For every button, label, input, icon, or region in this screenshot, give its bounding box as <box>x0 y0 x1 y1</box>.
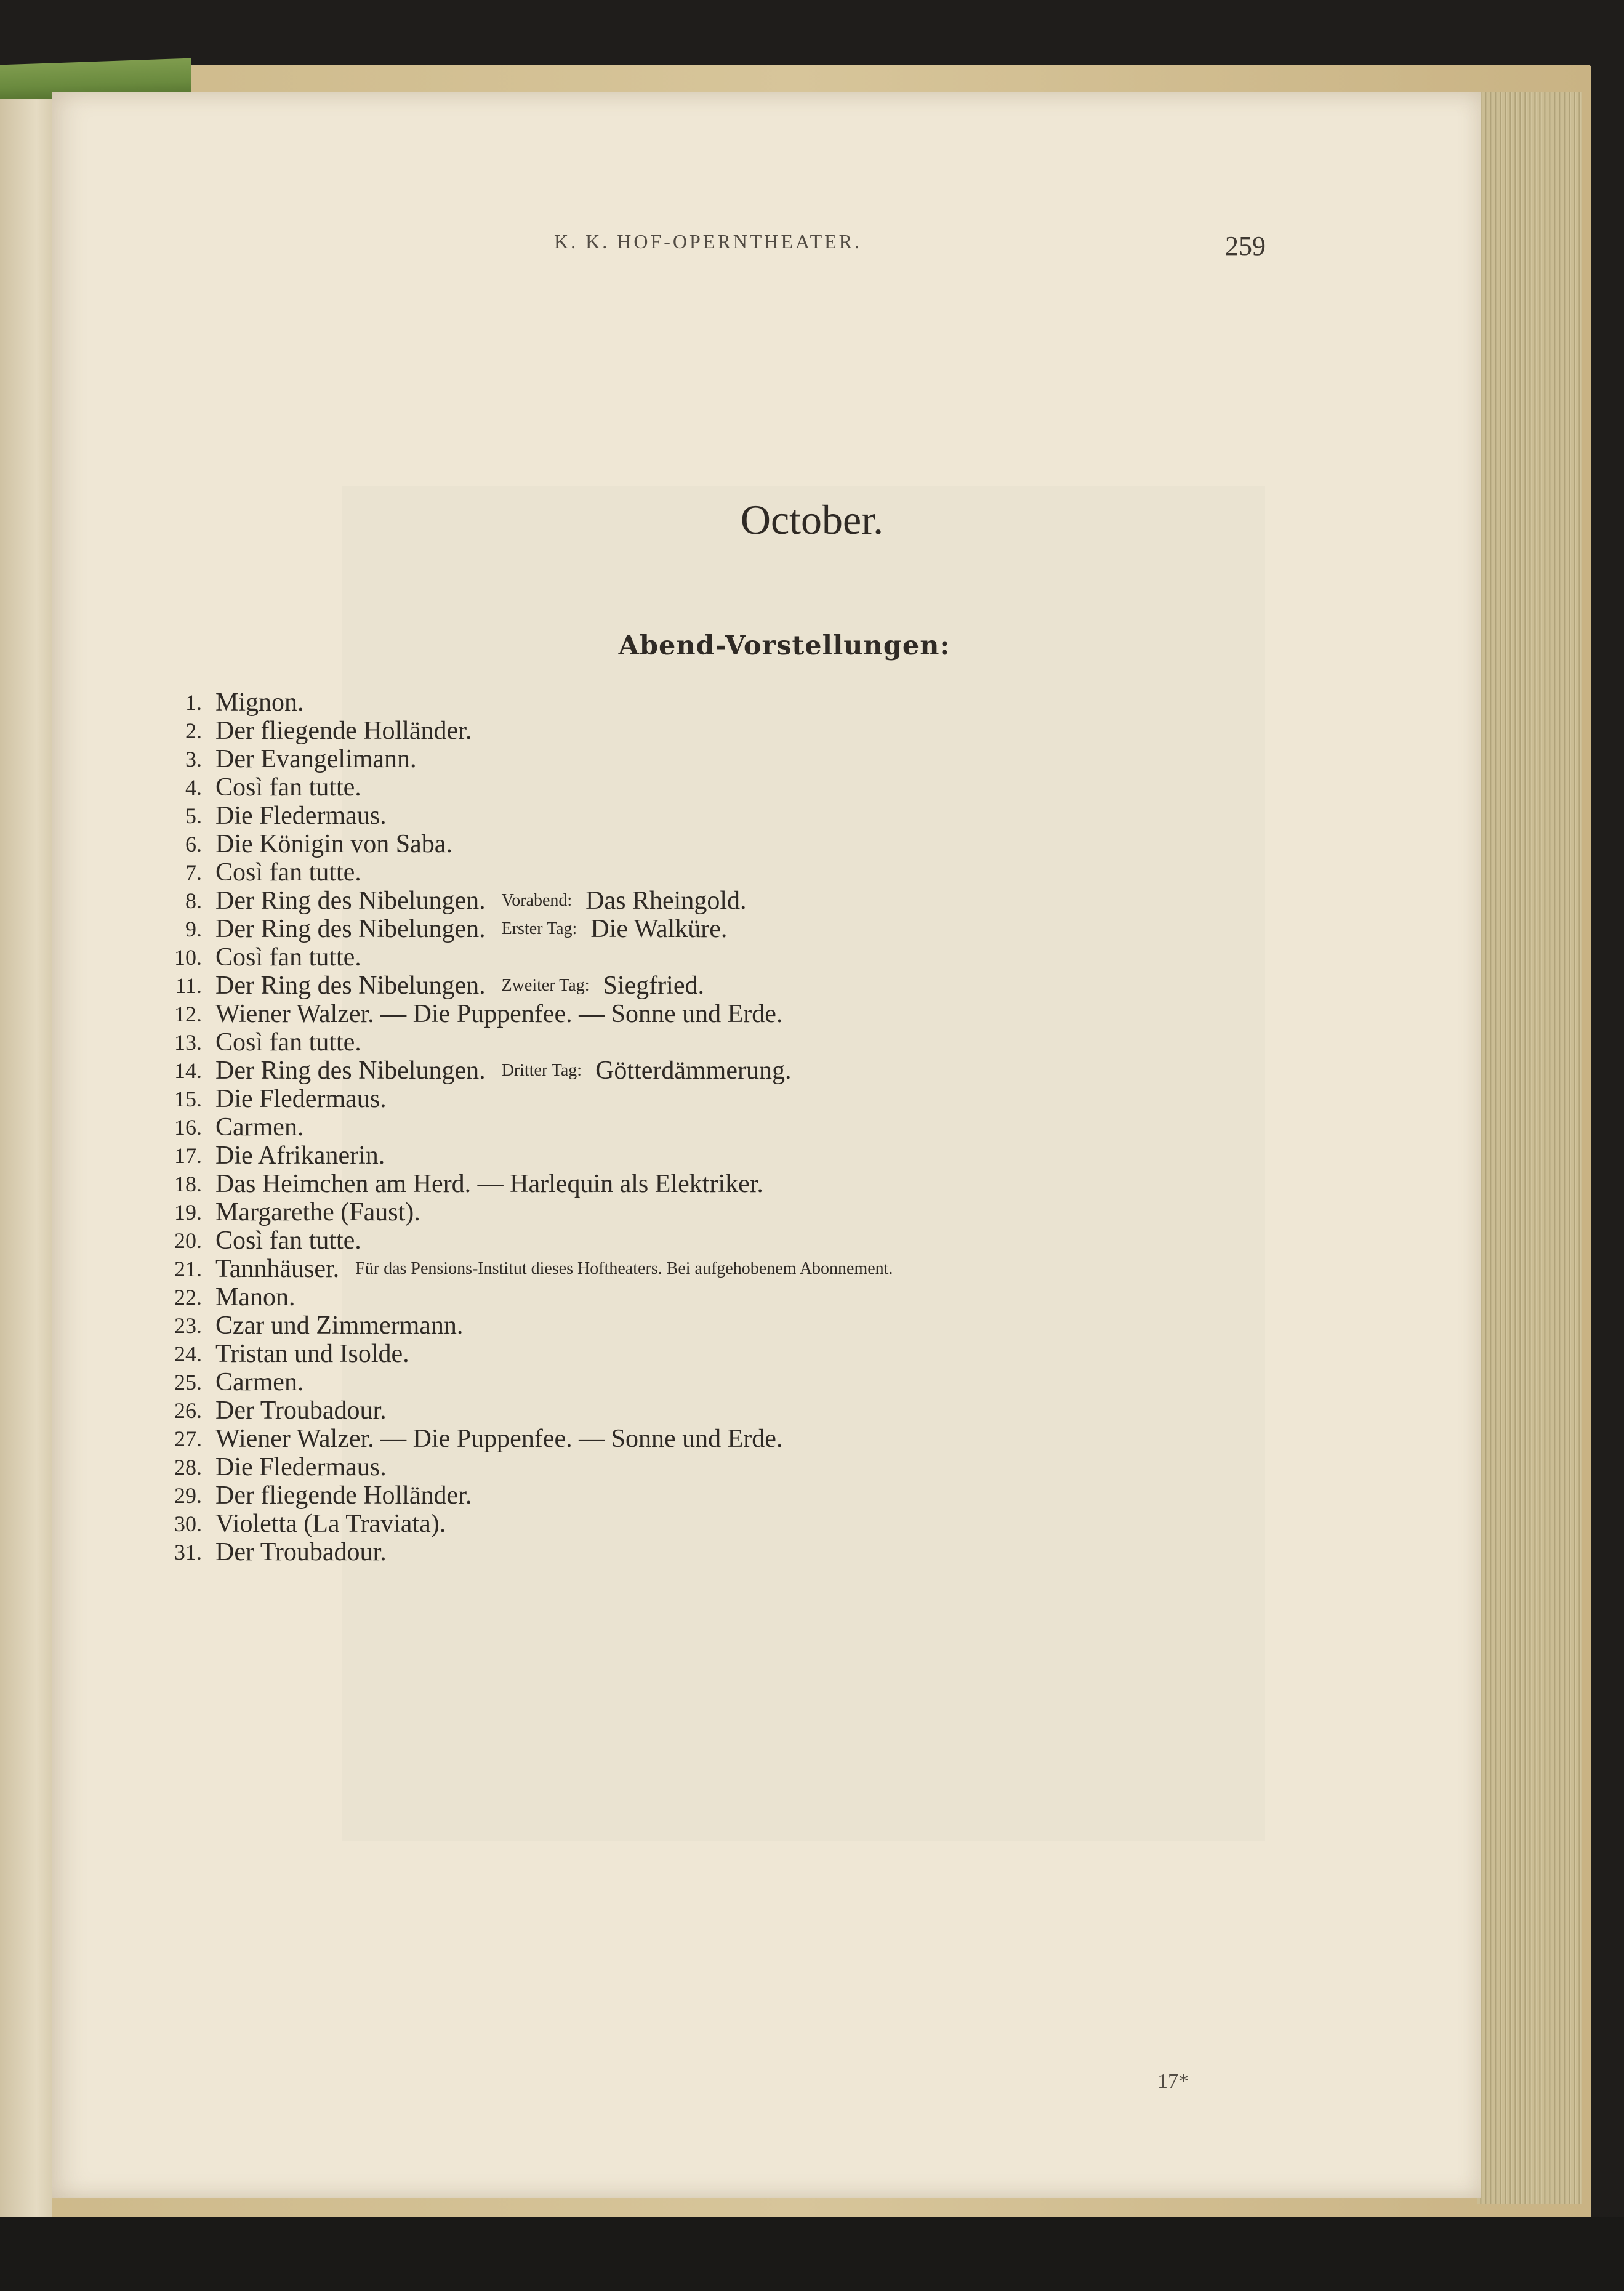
performance-entry <box>135 887 893 915</box>
entry-title: Tristan und Isolde. <box>215 1340 409 1368</box>
entry-title: Così fan tutte. <box>215 1028 361 1057</box>
entry-number: 5. <box>185 803 202 828</box>
performance-entry <box>135 1141 893 1170</box>
performance-entry <box>135 1198 893 1226</box>
entry-title: Carmen. <box>215 1113 304 1141</box>
performance-entry <box>135 1368 893 1396</box>
entry-title: Così fan tutte. <box>215 1226 361 1255</box>
entry-title: Wiener Walzer. — Die Puppenfee. — Sonne und Erde. <box>215 1425 783 1453</box>
entry-number: 29. <box>174 1483 202 1508</box>
performance-entry <box>135 1510 893 1538</box>
entry-number: 4. <box>185 775 202 800</box>
entry-note: Erster Tag: <box>501 919 577 938</box>
entry-title: Die Fledermaus. <box>215 1085 387 1113</box>
performance-entry <box>135 1028 893 1057</box>
performance-entry <box>135 717 893 745</box>
performance-list <box>135 688 893 1566</box>
entry-note: Zweiter Tag: <box>501 976 590 995</box>
performance-entry <box>135 1085 893 1113</box>
entry-title: Der fliegende Holländer. <box>215 717 472 745</box>
entry-number: 8. <box>185 888 202 913</box>
entry-number: 1. <box>185 690 202 715</box>
entry-title: Der Ring des Nibelungen. <box>215 915 486 943</box>
entry-number: 22. <box>174 1285 202 1310</box>
entry-title: Der Ring des Nibelungen. <box>215 1057 486 1085</box>
entry-title: Der Evangelimann. <box>215 745 417 773</box>
section-title: Abend-Vorstellungen: <box>618 630 951 661</box>
entry-subtitle: Götterdämmerung. <box>595 1057 792 1085</box>
entry-number: 16. <box>174 1115 202 1140</box>
month-title: October. <box>740 496 884 543</box>
performance-entry <box>135 915 893 943</box>
entry-title: Der Ring des Nibelungen. <box>215 887 486 915</box>
entry-note: Dritter Tag: <box>501 1061 582 1080</box>
bottom-background <box>0 2217 1624 2291</box>
performance-entry <box>135 1396 893 1425</box>
entry-number: 27. <box>174 1427 202 1451</box>
performance-entry <box>135 1425 893 1453</box>
entry-number: 15. <box>174 1087 202 1111</box>
entry-title: Der fliegende Holländer. <box>215 1481 472 1510</box>
entry-title: Die Fledermaus. <box>215 802 387 830</box>
entry-number: 6. <box>185 832 202 856</box>
entry-subtitle: Das Rheingold. <box>585 887 747 915</box>
performance-entry <box>135 972 893 1000</box>
entry-number: 28. <box>174 1455 202 1480</box>
performance-entry <box>135 1481 893 1510</box>
entry-number: 19. <box>174 1200 202 1225</box>
performance-entry <box>135 1113 893 1141</box>
performance-entry <box>135 745 893 773</box>
page-number: 259 <box>1225 231 1266 261</box>
entry-number: 31. <box>174 1540 202 1564</box>
entry-number: 11. <box>175 973 202 998</box>
page-block-edges <box>1477 92 1582 2204</box>
performance-entry <box>135 802 893 830</box>
entry-note: Für das Pensions-Institut dieses Hoftheaters. Bei aufgehobenem Abonnement. <box>355 1259 893 1278</box>
entry-title: Manon. <box>215 1283 295 1311</box>
entry-title: Czar und Zimmermann. <box>215 1311 464 1340</box>
entry-title: Die Königin von Saba. <box>215 830 452 858</box>
entry-title: Così fan tutte. <box>215 773 361 802</box>
entry-number: 17. <box>174 1143 202 1168</box>
entry-title: Mignon. <box>215 688 304 717</box>
performance-entry <box>135 1226 893 1255</box>
performance-entry <box>135 1000 893 1028</box>
performance-entry <box>135 1311 893 1340</box>
entry-title: Tannhäuser. <box>215 1255 340 1283</box>
performance-entry <box>135 1255 893 1283</box>
entry-title: Carmen. <box>215 1368 304 1396</box>
entry-number: 10. <box>174 945 202 970</box>
running-head: K. K. HOF-OPERNTHEATER. <box>554 230 862 252</box>
performance-entry <box>135 830 893 858</box>
performance-entry <box>135 1283 893 1311</box>
performance-entry <box>135 1057 893 1085</box>
performance-entry <box>135 773 893 802</box>
entry-number: 12. <box>174 1002 202 1026</box>
performance-entry <box>135 688 893 717</box>
entry-title: Wiener Walzer. — Die Puppenfee. — Sonne und Erde. <box>215 1000 783 1028</box>
entry-number: 2. <box>185 719 202 743</box>
entry-note: Vorabend: <box>501 891 573 910</box>
entry-subtitle: Siegfried. <box>603 972 704 1000</box>
entry-number: 23. <box>174 1313 202 1338</box>
performance-entry <box>135 1538 893 1566</box>
entry-number: 20. <box>174 1228 202 1253</box>
entry-number: 9. <box>185 917 202 941</box>
entry-number: 7. <box>185 860 202 885</box>
entry-subtitle: Die Walküre. <box>590 915 728 943</box>
entry-title: Violetta (La Traviata). <box>215 1510 446 1538</box>
entry-title: Das Heimchen am Herd. — Harlequin als Elektriker. <box>215 1170 763 1198</box>
left-page-edge <box>0 99 52 2235</box>
performance-entry <box>135 1340 893 1368</box>
entry-title: Die Afrikanerin. <box>215 1141 385 1170</box>
signature-mark: 17* <box>1157 2070 1189 2093</box>
entry-title: Così fan tutte. <box>215 943 361 972</box>
entry-number: 3. <box>185 747 202 771</box>
entry-title: Die Fledermaus. <box>215 1453 387 1481</box>
entry-number: 18. <box>174 1172 202 1196</box>
performance-entry <box>135 858 893 887</box>
entry-title: Così fan tutte. <box>215 858 361 887</box>
entry-number: 30. <box>174 1512 202 1536</box>
performance-entry <box>135 1453 893 1481</box>
performance-entry <box>135 1170 893 1198</box>
entry-number: 26. <box>174 1398 202 1423</box>
performance-entry <box>135 943 893 972</box>
entry-number: 25. <box>174 1370 202 1395</box>
entry-number: 21. <box>174 1257 202 1281</box>
entry-title: Der Troubadour. <box>215 1538 387 1566</box>
entry-title: Margarethe (Faust). <box>215 1198 420 1226</box>
entry-number: 14. <box>174 1058 202 1083</box>
entry-title: Der Ring des Nibelungen. <box>215 972 486 1000</box>
entry-number: 13. <box>174 1030 202 1055</box>
entry-title: Der Troubadour. <box>215 1396 387 1425</box>
entry-number: 24. <box>174 1342 202 1366</box>
